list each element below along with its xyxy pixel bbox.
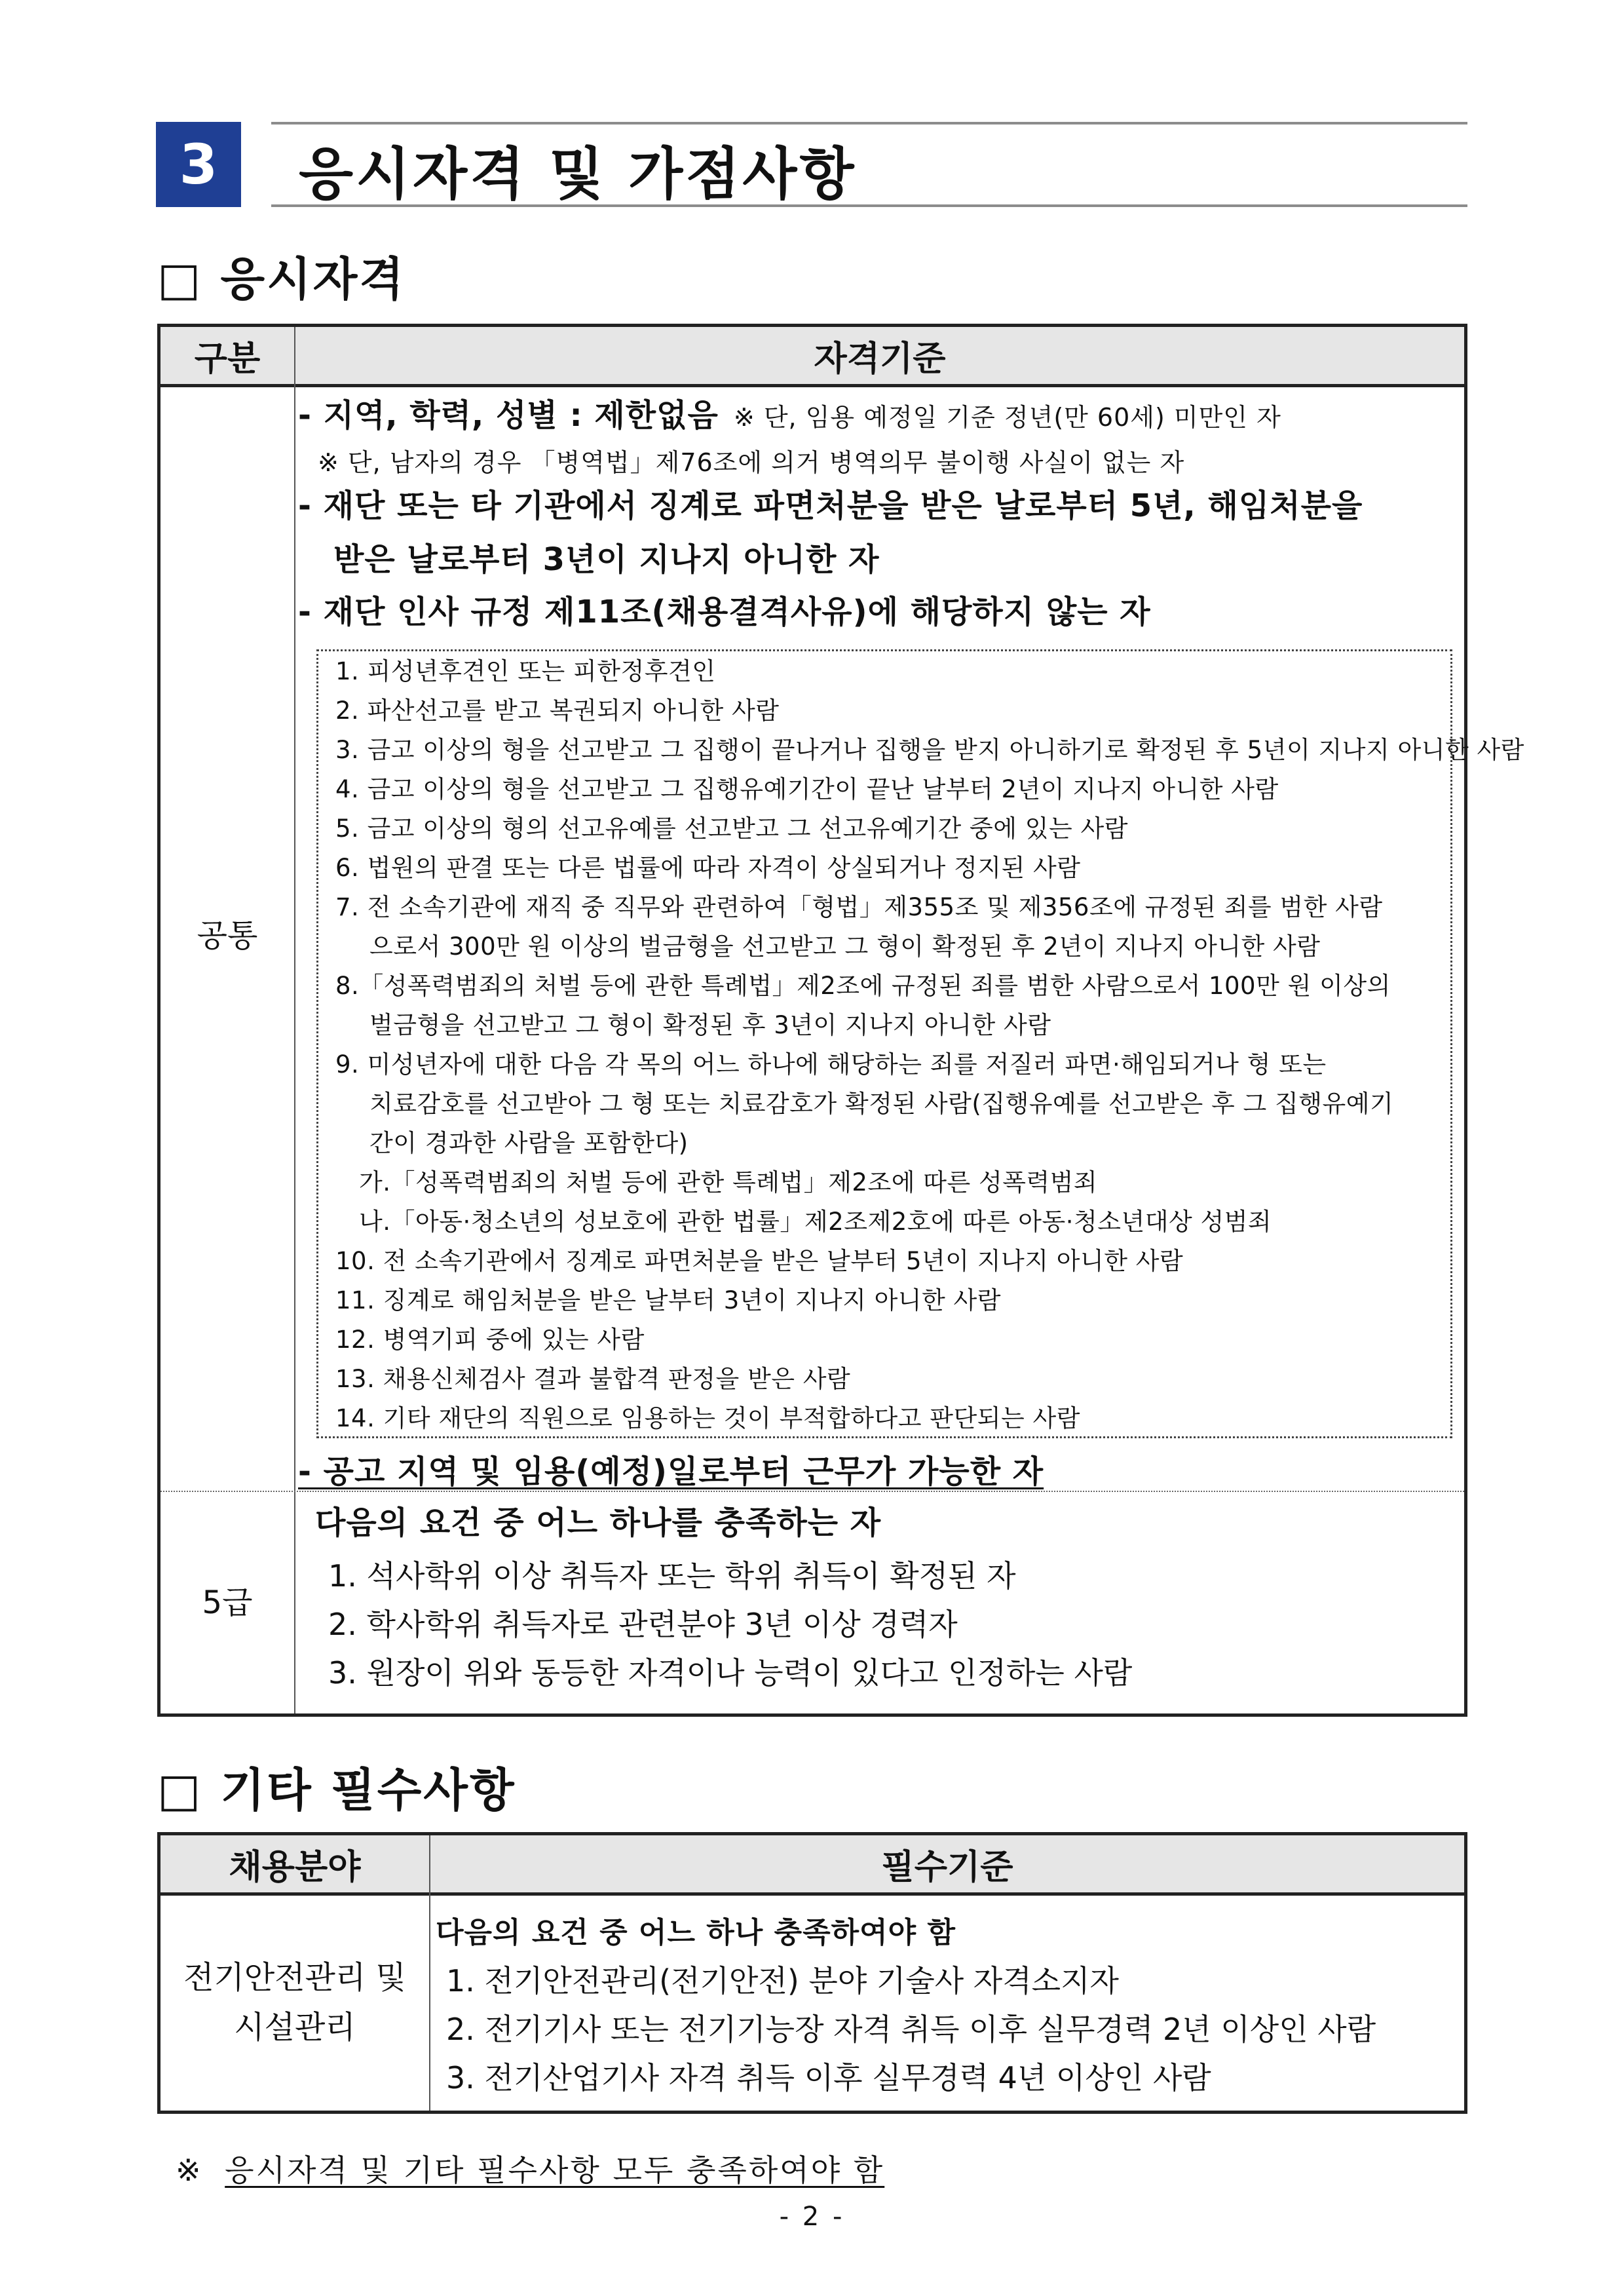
disqualification-item: 8.「성폭력범죄의 처벌 등에 관한 특례법」제2조에 규정된 죄를 범한 사람으로서 100만 원 이상의	[335, 972, 1391, 1000]
grade5-intro: 다음의 요건 중 어느 하나를 충족하는 자	[315, 1504, 882, 1541]
work-availability-line: - 공고 지역 및 임용(예정)일로부터 근무가 가능한 자	[298, 1453, 1044, 1490]
requirement-item: 3. 전기산업기사 자격 취득 이후 실무경력 4년 이상인 사람	[446, 2060, 1211, 2095]
grade5-item: 3. 원장이 위와 동등한 자격이나 능력이 있다고 인정하는 사람	[328, 1655, 1133, 1691]
qualifications-table	[157, 324, 1524, 1717]
requirements-intro: 다음의 요건 중 어느 하나 충족하여야 함	[436, 1916, 956, 1949]
disqualification-item: 6. 법원의 판결 또는 다른 법률에 따라 자격이 상실되거나 정지된 사람	[335, 854, 1081, 882]
requirements-table	[157, 1832, 1467, 2114]
footnote-text: 응시자격 및 기타 필수사항 모두 충족하여야 함	[225, 2152, 885, 2188]
reference-mark: ※	[176, 2152, 201, 2188]
section-top-rule	[271, 122, 1467, 124]
column-divider	[294, 327, 295, 1713]
grade5-item: 2. 학사학위 취득자로 관련분야 3년 이상 경력자	[328, 1607, 958, 1642]
disqualification-item: 14. 기타 재단의 직원으로 임용하는 것이 부적합하다고 판단되는 사람	[335, 1404, 1080, 1432]
hr-regulation-line: - 재단 인사 규정 제11조(채용결격사유)에 해당하지 않는 자	[298, 594, 1151, 630]
section-title: 응시자격 및 가점사항	[299, 142, 857, 207]
military-service-note: ※ 단, 남자의 경우 「병역법」제76조에 의거 병역의무 불이행 사실이 없는 자	[318, 448, 1185, 477]
disqualification-item: 10. 전 소속기관에서 징계로 파면처분을 받은 날부터 5년이 지나지 아니한 사람	[335, 1247, 1184, 1275]
column-divider	[429, 1835, 430, 2111]
grade5-item: 1. 석사학위 이상 취득자 또는 학위 취득이 확정된 자	[328, 1558, 1016, 1594]
page-number: - 2 -	[779, 2202, 845, 2232]
disqualification-box	[316, 649, 1524, 1438]
field-name-line-1: 전기안전관리 및	[183, 1959, 406, 1996]
common-line-1	[298, 390, 1281, 435]
disqualification-item-cont: 치료감호를 선고받아 그 형 또는 치료감호가 확정된 사람(집행유예를 선고받은 후 그 집행유예기	[369, 1090, 1394, 1118]
disqualification-item: 7. 전 소속기관에 재직 중 직무와 관련하여「형법」제355조 및 제356조에 규정된 죄를 범한 사람	[335, 893, 1383, 921]
header-criteria: 자격기준	[814, 339, 946, 379]
header-required-criteria: 필수기준	[881, 1848, 1013, 1887]
disciplinary-line-b: 받은 날로부터 3년이 지나지 아니한 자	[333, 541, 880, 578]
disqualification-item: 13. 채용신체검사 결과 불합격 판정을 받은 사람	[335, 1365, 851, 1393]
disqualification-item: 9. 미성년자에 대한 다음 각 목의 어느 하나에 해당하는 죄를 저질러 파면·해임되거나 형 또는	[335, 1050, 1327, 1079]
field-name-line-2: 시설관리	[234, 2009, 356, 2046]
disqualification-item: 12. 병역기피 중에 있는 사람	[335, 1326, 645, 1354]
disqualification-item: 11. 징계로 해임처분을 받은 날부터 3년이 지나지 아니한 사람	[335, 1286, 1002, 1314]
requirements-heading: □ 기타 필수사항	[157, 1763, 516, 1817]
region-education-gender: - 지역, 학력, 성별 : 제한없음	[298, 397, 719, 434]
qualifications-table-header	[161, 327, 1464, 387]
disqualification-subitem: 가.「성폭력범죄의 처벌 등에 관한 특례법」제2조에 따른 성폭력범죄	[359, 1168, 1098, 1196]
disqualification-item-cont: 으로서 300만 원 이상의 벌금형을 선고받고 그 형이 확정된 후 2년이 지나지 아니한 사람	[369, 932, 1321, 961]
category-common: 공통	[197, 917, 258, 954]
disqualification-item: 2. 파산선고를 받고 복권되지 아니한 사람	[335, 697, 780, 725]
category-grade5: 5급	[202, 1584, 253, 1621]
header-category: 구분	[194, 339, 261, 379]
requirement-item: 1. 전기안전관리(전기안전) 분야 기술사 자격소지자	[446, 1963, 1119, 1999]
disqualification-item: 5. 금고 이상의 형의 선고유예를 선고받고 그 선고유예기간 중에 있는 사람	[335, 814, 1128, 843]
section-number-badge: 3	[156, 122, 241, 207]
disqualification-subitem: 나.「아동·청소년의 성보호에 관한 법률」제2조제2호에 따른 아동·청소년대상 성범죄	[359, 1208, 1272, 1236]
requirements-table-header	[161, 1835, 1464, 1896]
disqualification-item-cont: 벌금형을 선고받고 그 형이 확정된 후 3년이 지나지 아니한 사람	[369, 1011, 1051, 1039]
disqualification-item: 1. 피성년후견인 또는 피한정후견인	[335, 657, 716, 685]
qualifications-heading: □ 응시자격	[157, 252, 406, 306]
header-field: 채용분야	[229, 1848, 361, 1887]
disqualification-item: 3. 금고 이상의 형을 선고받고 그 집행이 끝나거나 집행을 받지 아니하기로 확정된 후 5년이 지나지 아니한 사람	[335, 736, 1524, 764]
disqualification-item: 4. 금고 이상의 형을 선고받고 그 집행유예기간이 끝난 날부터 2년이 지나지 아니한 사람	[335, 775, 1279, 803]
requirement-item: 2. 전기기사 또는 전기기능장 자격 취득 이후 실무경력 2년 이상인 사람	[446, 2012, 1376, 2047]
disciplinary-line-a: - 재단 또는 타 기관에서 징계로 파면처분을 받은 날로부터 5년, 해임처분을	[298, 488, 1363, 524]
disqualification-item-cont: 간이 경과한 사람을 포함한다)	[369, 1129, 689, 1157]
retirement-age-note: ※ 단, 임용 예정일 기준 정년(만 60세) 미만인 자	[733, 403, 1281, 432]
footnote	[176, 2147, 884, 2190]
